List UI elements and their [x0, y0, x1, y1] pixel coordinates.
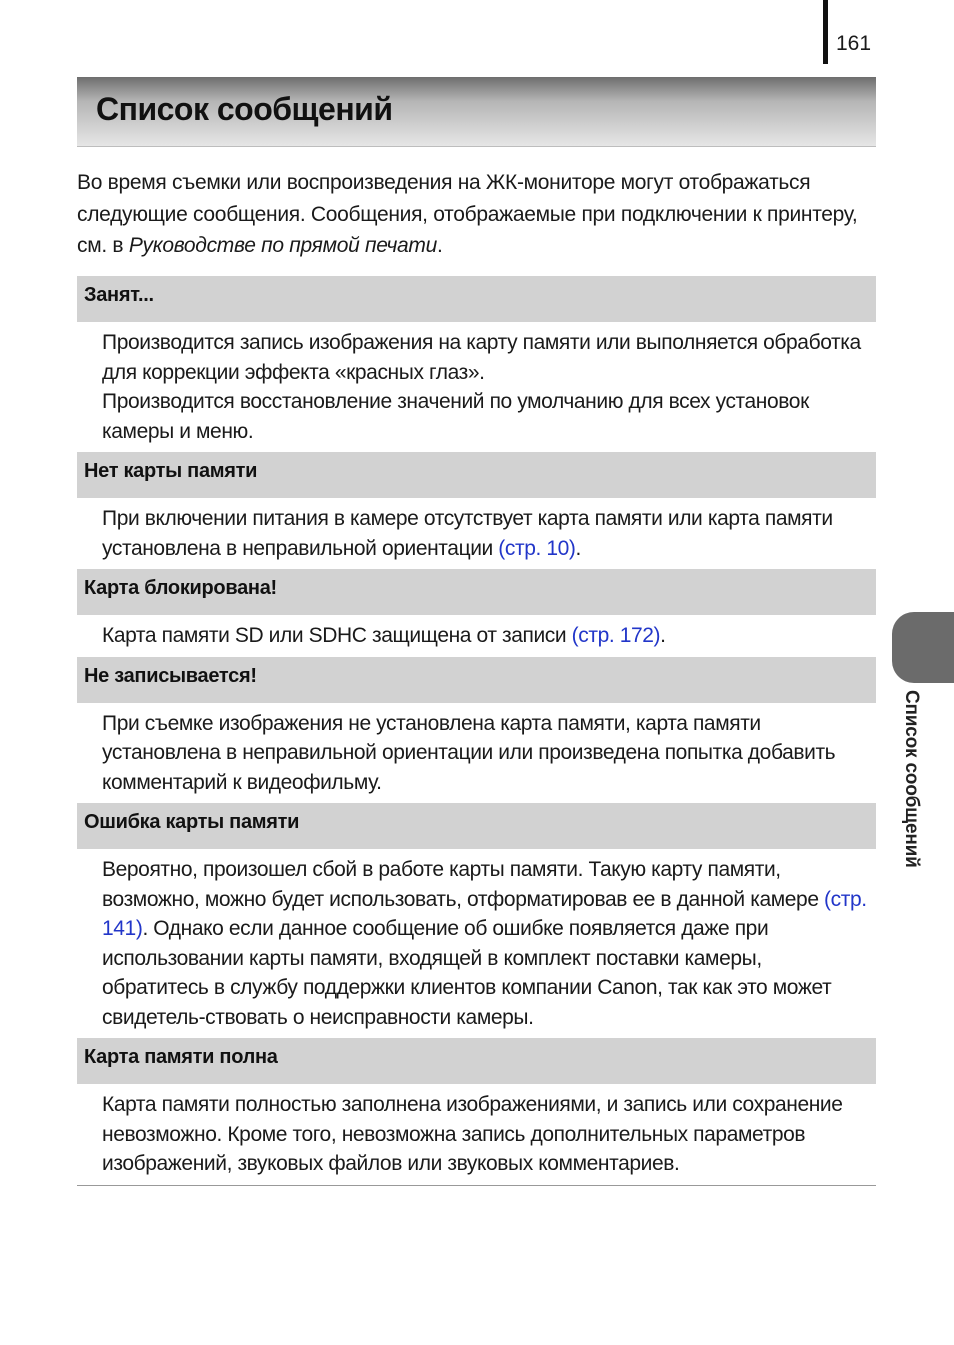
page-number-bar [823, 0, 828, 64]
page-reference-link[interactable]: (стр. 10) [498, 536, 576, 560]
section-body-no-card [77, 498, 876, 569]
section-text-end: . [660, 624, 666, 647]
section-body-busy [77, 322, 876, 452]
section-body-card-full [77, 1084, 876, 1185]
title-band [77, 77, 876, 147]
page-title: Список сообщений [96, 91, 393, 127]
page-reference-link[interactable]: (стр. 141) [102, 887, 867, 940]
intro-paragraph [77, 167, 877, 262]
page-reference-link[interactable]: (стр. 172) [571, 624, 661, 647]
chapter-tab [892, 612, 954, 683]
section-paragraph: Производится восстановление значений по умолчанию для всех установок камеры и меню. [102, 390, 809, 443]
section-heading-busy: Занят... [77, 276, 876, 322]
intro-end: . [436, 234, 443, 257]
section-text-end: . [575, 536, 581, 560]
message-list [77, 276, 876, 1186]
section-heading-card-locked: Карта блокирована! [77, 569, 876, 615]
section-body-card-error [77, 849, 876, 1038]
section-heading-card-full: Карта памяти полна [77, 1038, 876, 1084]
bottom-divider [77, 1185, 876, 1186]
section-text: Вероятно, произошел сбой в работе карты памяти. Такую карту памяти, возможно, можно будет использовать, отформатировав ее в данной камере [102, 858, 825, 911]
section-paragraph: Производится запись изображения на карту памяти или выполняется обработка для коррекции эффекта «красных глаз». [102, 331, 861, 384]
section-body-cannot-record [77, 703, 876, 804]
section-text-end: . Однако если данное сообщение об ошибке появляется даже при использовании карты памяти, входящей в комплект поставки камеры, обратитесь в службу поддержки клиентов компании Canon, так как это может свидетель-ствовать о неисправности камеры. [102, 917, 832, 1029]
intro-text: Во время съемки или воспроизведения на ЖК-мониторе могут отображаться следующие сообщения. Сообщения, отображаемые при подключении к принтеру, см. в [77, 171, 858, 257]
section-text: При съемке изображения не установлена карта памяти, карта памяти установлена в неправильной ориентации или произведена попытка добавить комментарий к видеофильму. [102, 711, 836, 794]
section-text: Карта памяти SD или SDHC защищена от записи [102, 624, 572, 647]
section-heading-no-card: Нет карты памяти [77, 452, 876, 498]
chapter-tab-label: Список сообщений [901, 690, 922, 868]
intro-italic: Руководстве по прямой печати [128, 234, 437, 257]
section-body-card-locked [77, 615, 876, 657]
section-heading-cannot-record: Не записывается! [77, 657, 876, 703]
section-text: При включении питания в камере отсутствует карта памяти или карта памяти установлена в неправильной ориентации [102, 507, 833, 560]
page-number: 161 [836, 32, 872, 55]
section-heading-card-error: Ошибка карты памяти [77, 803, 876, 849]
section-text: Карта памяти полностью заполнена изображениями, и запись или сохранение невозможно. Кроме того, невозможна запись дополнительных параметров изображений, звуковых файлов или звуковых комментариев. [102, 1093, 843, 1175]
